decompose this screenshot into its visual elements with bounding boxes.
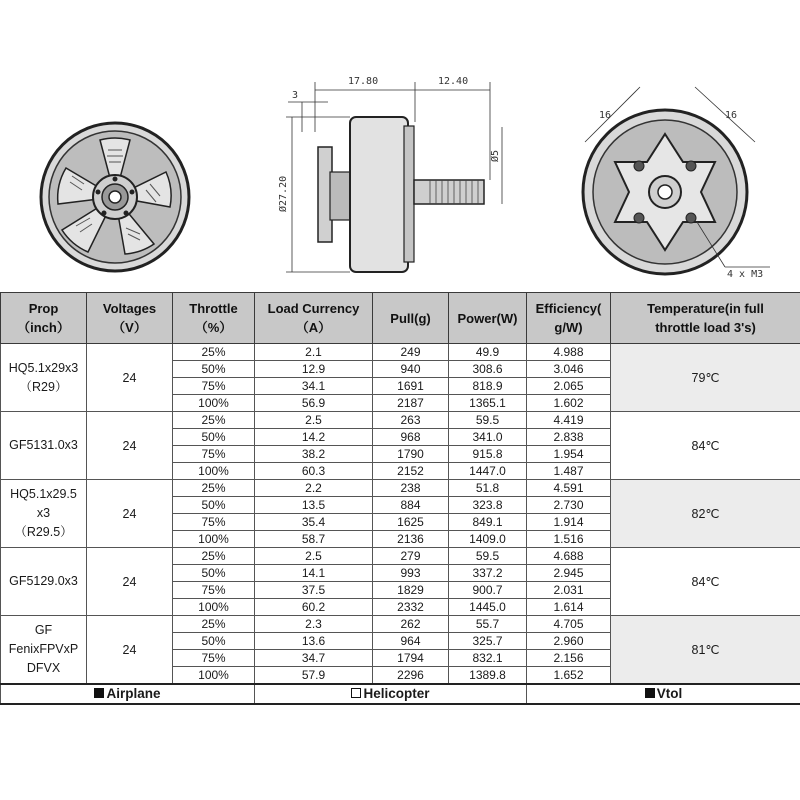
power-cell: 323.8 — [449, 497, 527, 514]
voltage-cell: 24 — [87, 616, 173, 685]
throttle-cell: 75% — [173, 378, 255, 395]
current-cell: 2.5 — [255, 548, 373, 565]
power-cell: 337.2 — [449, 565, 527, 582]
power-cell: 1447.0 — [449, 463, 527, 480]
power-cell: 1445.0 — [449, 599, 527, 616]
efficiency-cell: 1.487 — [527, 463, 611, 480]
pull-cell: 964 — [373, 633, 449, 650]
throttle-cell: 100% — [173, 531, 255, 548]
throttle-cell: 25% — [173, 548, 255, 565]
motor-top-view — [30, 112, 200, 282]
current-cell: 56.9 — [255, 395, 373, 412]
dim-mount-b: 16 — [725, 110, 738, 121]
current-cell: 60.2 — [255, 599, 373, 616]
motor-side-view — [270, 62, 530, 292]
throttle-cell: 75% — [173, 446, 255, 463]
power-cell: 55.7 — [449, 616, 527, 633]
throttle-cell: 25% — [173, 616, 255, 633]
power-cell: 51.8 — [449, 480, 527, 497]
throttle-cell: 25% — [173, 344, 255, 361]
pull-cell: 279 — [373, 548, 449, 565]
pull-cell: 2136 — [373, 531, 449, 548]
current-cell: 2.1 — [255, 344, 373, 361]
motor-test-table — [0, 292, 800, 705]
efficiency-cell: 2.838 — [527, 429, 611, 446]
efficiency-cell: 2.730 — [527, 497, 611, 514]
application-vtol: Vtol — [527, 684, 800, 704]
table-row — [1, 344, 800, 361]
throttle-cell: 50% — [173, 565, 255, 582]
power-cell: 341.0 — [449, 429, 527, 446]
application-footer-row — [1, 684, 800, 704]
dim-shaft-length: 17.80 — [348, 76, 379, 87]
efficiency-cell: 1.516 — [527, 531, 611, 548]
power-cell: 308.6 — [449, 361, 527, 378]
pull-cell: 238 — [373, 480, 449, 497]
efficiency-cell: 2.065 — [527, 378, 611, 395]
efficiency-cell: 1.954 — [527, 446, 611, 463]
efficiency-cell: 2.156 — [527, 650, 611, 667]
pull-cell: 263 — [373, 412, 449, 429]
current-cell: 2.5 — [255, 412, 373, 429]
table-header-row — [1, 293, 800, 344]
current-cell: 2.2 — [255, 480, 373, 497]
efficiency-cell: 2.031 — [527, 582, 611, 599]
col-voltages: Voltages （V） — [87, 293, 173, 344]
empty-square-icon — [351, 688, 361, 698]
throttle-cell: 50% — [173, 497, 255, 514]
efficiency-cell: 1.914 — [527, 514, 611, 531]
efficiency-cell: 2.960 — [527, 633, 611, 650]
pull-cell: 884 — [373, 497, 449, 514]
pull-cell: 940 — [373, 361, 449, 378]
power-cell: 1389.8 — [449, 667, 527, 685]
efficiency-cell: 1.614 — [527, 599, 611, 616]
prop-cell: HQ5.1x29.5 x3 （R29.5） — [1, 480, 87, 548]
table-row — [1, 412, 800, 429]
pull-cell: 1691 — [373, 378, 449, 395]
temperature-cell: 81℃ — [611, 616, 800, 685]
pull-cell: 2296 — [373, 667, 449, 685]
power-cell: 325.7 — [449, 633, 527, 650]
table-row — [1, 480, 800, 497]
table-body — [1, 344, 800, 705]
throttle-cell: 100% — [173, 599, 255, 616]
pull-cell: 1794 — [373, 650, 449, 667]
power-cell: 900.7 — [449, 582, 527, 599]
col-throttle: Throttle （%） — [173, 293, 255, 344]
temperature-cell: 79℃ — [611, 344, 800, 412]
power-cell: 1365.1 — [449, 395, 527, 412]
pull-cell: 249 — [373, 344, 449, 361]
application-airplane: Airplane — [1, 684, 255, 704]
throttle-cell: 50% — [173, 429, 255, 446]
power-cell: 59.5 — [449, 548, 527, 565]
dim-flange: 3 — [292, 90, 299, 101]
application-helicopter: Helicopter — [255, 684, 527, 704]
pull-cell: 1790 — [373, 446, 449, 463]
current-cell: 34.1 — [255, 378, 373, 395]
current-cell: 13.6 — [255, 633, 373, 650]
col-power: Power(W) — [449, 293, 527, 344]
efficiency-cell: 4.688 — [527, 548, 611, 565]
power-cell: 49.9 — [449, 344, 527, 361]
power-cell: 915.8 — [449, 446, 527, 463]
current-cell: 14.2 — [255, 429, 373, 446]
current-cell: 12.9 — [255, 361, 373, 378]
efficiency-cell: 4.705 — [527, 616, 611, 633]
temperature-cell: 82℃ — [611, 480, 800, 548]
motor-bottom-view — [565, 72, 785, 292]
col-load-current: Load Currency （A） — [255, 293, 373, 344]
voltage-cell: 24 — [87, 344, 173, 412]
efficiency-cell: 1.602 — [527, 395, 611, 412]
temperature-cell: 84℃ — [611, 548, 800, 616]
voltage-cell: 24 — [87, 548, 173, 616]
col-temperature: Temperature(in full throttle load 3's) — [611, 293, 800, 344]
pull-cell: 262 — [373, 616, 449, 633]
current-cell: 38.2 — [255, 446, 373, 463]
pull-cell: 2187 — [373, 395, 449, 412]
dim-screws: 4 x M3 — [727, 269, 764, 280]
current-cell: 13.5 — [255, 497, 373, 514]
pull-cell: 968 — [373, 429, 449, 446]
throttle-cell: 100% — [173, 667, 255, 685]
throttle-cell: 25% — [173, 412, 255, 429]
voltage-cell: 24 — [87, 412, 173, 480]
pull-cell: 1625 — [373, 514, 449, 531]
throttle-cell: 50% — [173, 633, 255, 650]
table-row — [1, 548, 800, 565]
throttle-cell: 75% — [173, 514, 255, 531]
prop-cell: HQ5.1x29x3 （R29） — [1, 344, 87, 412]
power-cell: 832.1 — [449, 650, 527, 667]
efficiency-cell: 4.988 — [527, 344, 611, 361]
throttle-cell: 100% — [173, 395, 255, 412]
prop-cell: GF5129.0x3 — [1, 548, 87, 616]
motor-drawings — [0, 62, 800, 292]
filled-square-icon — [645, 688, 655, 698]
col-efficiency: Efficiency( g/W) — [527, 293, 611, 344]
dim-mount-a: 16 — [599, 110, 612, 121]
power-cell: 1409.0 — [449, 531, 527, 548]
power-cell: 59.5 — [449, 412, 527, 429]
throttle-cell: 75% — [173, 650, 255, 667]
pull-cell: 993 — [373, 565, 449, 582]
power-cell: 818.9 — [449, 378, 527, 395]
current-cell: 34.7 — [255, 650, 373, 667]
efficiency-cell: 4.419 — [527, 412, 611, 429]
pull-cell: 2152 — [373, 463, 449, 480]
efficiency-cell: 3.046 — [527, 361, 611, 378]
prop-cell: GF5131.0x3 — [1, 412, 87, 480]
current-cell: 35.4 — [255, 514, 373, 531]
dim-body-diameter: Ø27.20 — [278, 175, 289, 212]
filled-square-icon — [94, 688, 104, 698]
dim-body-length: 12.40 — [438, 76, 469, 87]
temperature-cell: 84℃ — [611, 412, 800, 480]
current-cell: 37.5 — [255, 582, 373, 599]
current-cell: 2.3 — [255, 616, 373, 633]
throttle-cell: 50% — [173, 361, 255, 378]
dim-shaft-diameter: Ø5 — [490, 149, 501, 162]
efficiency-cell: 2.945 — [527, 565, 611, 582]
pull-cell: 2332 — [373, 599, 449, 616]
voltage-cell: 24 — [87, 480, 173, 548]
efficiency-cell: 4.591 — [527, 480, 611, 497]
col-pull: Pull(g) — [373, 293, 449, 344]
throttle-cell: 100% — [173, 463, 255, 480]
prop-cell: GF FenixFPVxP DFVX — [1, 616, 87, 685]
pull-cell: 1829 — [373, 582, 449, 599]
throttle-cell: 75% — [173, 582, 255, 599]
current-cell: 14.1 — [255, 565, 373, 582]
power-cell: 849.1 — [449, 514, 527, 531]
table-row — [1, 616, 800, 633]
efficiency-cell: 1.652 — [527, 667, 611, 685]
current-cell: 58.7 — [255, 531, 373, 548]
throttle-cell: 25% — [173, 480, 255, 497]
current-cell: 57.9 — [255, 667, 373, 685]
current-cell: 60.3 — [255, 463, 373, 480]
col-prop: Prop （inch） — [1, 293, 87, 344]
